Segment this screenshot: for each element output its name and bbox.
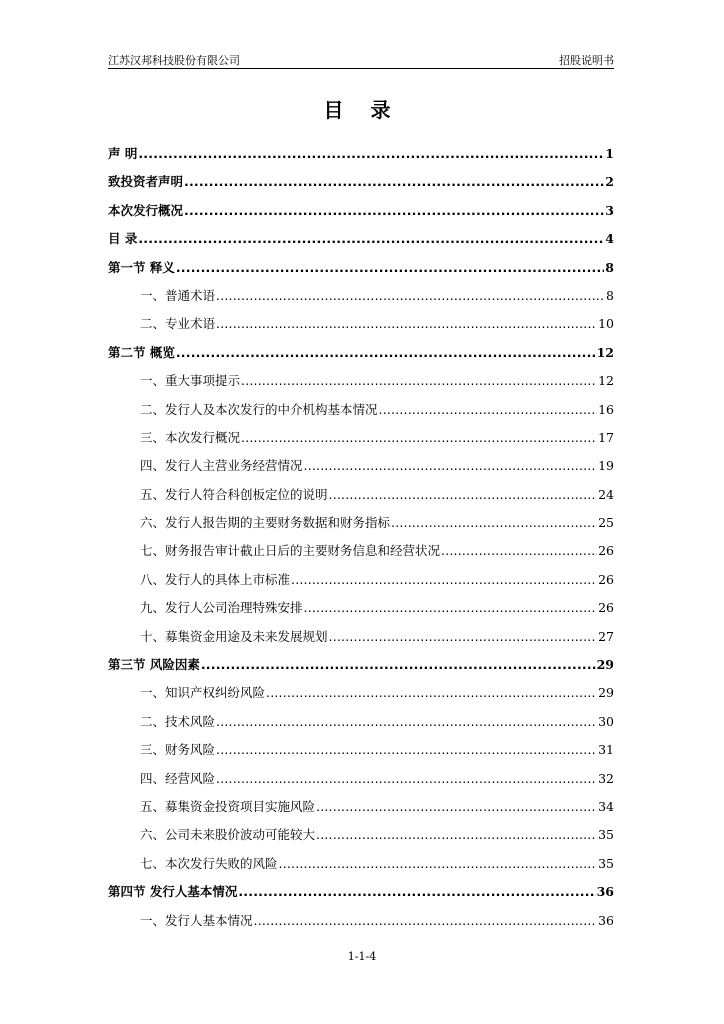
toc-entry-page: 8: [606, 287, 614, 303]
toc-entry-label: 五、发行人符合科创板定位的说明: [140, 486, 328, 502]
toc-entry[interactable]: [108, 197, 614, 225]
dot-leader: [254, 907, 598, 935]
toc-entry[interactable]: [108, 623, 614, 651]
toc-entry-label: 第一节 释义: [108, 259, 175, 275]
toc-entry-page: 26: [598, 571, 614, 587]
toc-entry[interactable]: [108, 566, 614, 594]
toc-entry-label: 一、知识产权纠纷风险: [140, 685, 266, 701]
dot-leader: [184, 197, 604, 225]
toc-entry-label: 六、公司未来股价波动可能较大: [140, 827, 316, 843]
toc-entry-label: 目 录: [108, 231, 138, 247]
toc-entry[interactable]: [108, 140, 614, 168]
toc-entry-page: 27: [598, 628, 614, 644]
toc-entry[interactable]: [108, 509, 614, 537]
toc-entry-page: 17: [598, 429, 614, 445]
page-header: [108, 50, 614, 69]
toc-entry-page: 24: [598, 486, 614, 502]
toc-entry[interactable]: [108, 396, 614, 424]
dot-leader: [201, 651, 596, 679]
toc-entry-label: 七、财务报告审计截止日后的主要财务信息和经营状况: [140, 543, 441, 559]
toc-entry-label: 九、发行人公司治理特殊安排: [140, 600, 303, 616]
dot-leader: [216, 708, 597, 736]
toc-entry-label: 二、专业术语: [140, 316, 216, 332]
dot-leader: [176, 339, 596, 367]
toc-entry-page: 12: [598, 373, 614, 389]
toc-entry-label: 本次发行概况: [108, 202, 184, 218]
toc-entry[interactable]: [108, 225, 614, 253]
toc-entry-page: 26: [598, 543, 614, 559]
toc-entry-page: 1: [605, 146, 614, 161]
dot-leader: [184, 168, 604, 196]
toc-entry-label: 五、募集资金投资项目实施风险: [140, 798, 316, 814]
toc-entry-page: 36: [598, 912, 614, 928]
dot-leader: [279, 850, 598, 878]
dot-leader: [241, 424, 597, 452]
dot-leader: [138, 225, 604, 253]
toc-entry-page: 8: [605, 259, 614, 275]
toc-entry-label: 四、发行人主营业务经营情况: [140, 458, 303, 474]
dot-leader: [291, 566, 597, 594]
toc-entry-page: 4: [605, 231, 614, 247]
company-name: 江苏汉邦科技股份有限公司: [108, 54, 240, 67]
dot-leader: [216, 282, 605, 310]
dot-leader: [266, 679, 597, 707]
toc-entry[interactable]: [108, 282, 614, 310]
toc-entry-label: 致投资者声明: [108, 174, 184, 190]
dot-leader: [316, 821, 597, 849]
document-type: 招股说明书: [559, 54, 614, 67]
toc-entry[interactable]: [108, 821, 614, 849]
toc-entry-label: 第二节 概览: [108, 344, 175, 360]
toc-entry-page: 2: [605, 174, 614, 190]
toc-entry-page: 29: [596, 657, 614, 673]
toc-entry-page: 12: [596, 344, 614, 360]
toc-entry[interactable]: [108, 168, 614, 196]
dot-leader: [329, 481, 598, 509]
toc-entry[interactable]: [108, 736, 614, 764]
toc-entry[interactable]: [108, 537, 614, 565]
dot-leader: [216, 310, 597, 338]
toc-entry-page: 35: [598, 827, 614, 843]
dot-leader: [391, 509, 597, 537]
dot-leader: [176, 254, 604, 282]
dot-leader: [238, 878, 595, 906]
dot-leader: [329, 623, 598, 651]
toc-entry-page: 19: [598, 458, 614, 474]
toc-entry-label: 声 明: [108, 146, 138, 161]
toc-entry-label: 十、募集资金用途及未来发展规划: [140, 628, 328, 644]
toc-entry[interactable]: [108, 907, 614, 935]
toc-entry-label: 四、经营风险: [140, 770, 216, 786]
toc-entry[interactable]: [108, 424, 614, 452]
dot-leader: [441, 537, 597, 565]
page-number: 1-1-4: [347, 950, 377, 963]
dot-leader: [379, 396, 598, 424]
toc-entry[interactable]: [108, 367, 614, 395]
toc-entry[interactable]: [108, 878, 614, 906]
toc-entry-label: 七、本次发行失败的风险: [140, 855, 278, 871]
table-of-contents: [108, 140, 614, 935]
toc-entry-label: 三、本次发行概况: [140, 429, 241, 445]
toc-entry-label: 三、财务风险: [140, 742, 216, 758]
toc-entry-label: 第三节 风险因素: [108, 657, 200, 673]
toc-entry[interactable]: [108, 481, 614, 509]
dot-leader: [316, 793, 597, 821]
toc-entry-page: 29: [598, 685, 614, 701]
dot-leader: [241, 367, 597, 395]
dot-leader: [216, 736, 597, 764]
dot-leader: [304, 594, 598, 622]
toc-entry-page: 3: [605, 202, 614, 218]
toc-entry-label: 一、重大事项提示: [140, 373, 241, 389]
dot-leader: [138, 140, 604, 168]
toc-entry-label: 六、发行人报告期的主要财务数据和财务指标: [140, 515, 391, 531]
toc-entry-page: 35: [598, 855, 614, 871]
toc-entry[interactable]: [108, 679, 614, 707]
toc-entry-label: 一、普通术语: [140, 287, 216, 303]
toc-entry-label: 二、技术风险: [140, 713, 216, 729]
dot-leader: [216, 765, 597, 793]
toc-entry-page: 26: [598, 600, 614, 616]
toc-entry[interactable]: [108, 254, 614, 282]
toc-entry-page: 36: [596, 884, 614, 900]
toc-entry-page: 34: [598, 798, 614, 814]
toc-entry[interactable]: [108, 651, 614, 679]
toc-entry-page: 32: [598, 770, 614, 786]
toc-entry-page: 25: [598, 515, 614, 531]
toc-entry-page: 30: [598, 713, 614, 729]
toc-entry[interactable]: [108, 793, 614, 821]
toc-entry-label: 一、发行人基本情况: [140, 912, 253, 928]
page-title: 目 录: [323, 98, 401, 122]
toc-entry-page: 16: [598, 401, 614, 417]
toc-entry-label: 二、发行人及本次发行的中介机构基本情况: [140, 401, 378, 417]
toc-entry[interactable]: [108, 594, 614, 622]
toc-entry[interactable]: [108, 850, 614, 878]
toc-entry-page: 31: [598, 742, 614, 758]
toc-entry[interactable]: [108, 708, 614, 736]
toc-entry[interactable]: [108, 339, 614, 367]
toc-entry-page: 10: [598, 316, 614, 332]
toc-entry[interactable]: [108, 765, 614, 793]
toc-entry[interactable]: [108, 452, 614, 480]
toc-entry-label: 八、发行人的具体上市标准: [140, 571, 291, 587]
toc-entry-label: 第四节 发行人基本情况: [108, 884, 238, 900]
dot-leader: [304, 452, 598, 480]
toc-entry[interactable]: [108, 310, 614, 338]
